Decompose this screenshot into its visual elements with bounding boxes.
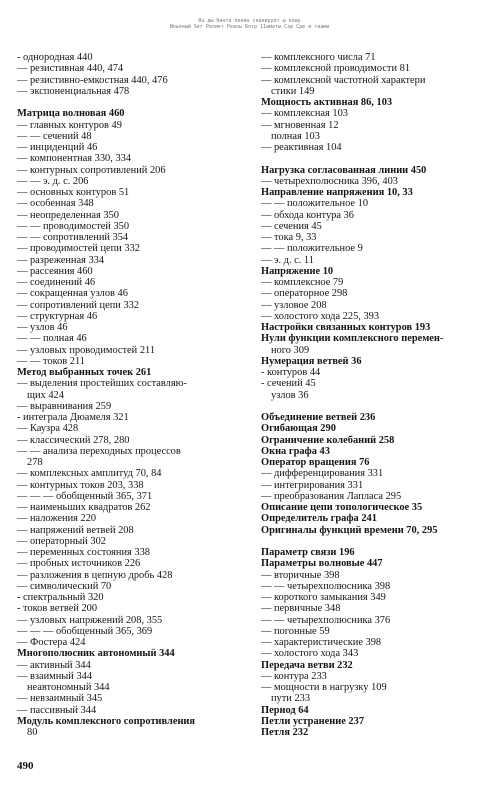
index-subentry: — тока 9, 33 [261,232,317,243]
index-subentry: неавтономный 344 [27,682,110,693]
watermark-line: Ильяный Ser Реликт Реаль Ботр 11иметы Сэр Сре и гиами [169,24,330,30]
index-subentry: — выделения простейших составляю- [17,378,187,390]
index-subentry: — узлов 46 [17,322,68,333]
index-subentry: — комплексное 79 [261,277,344,288]
index-subentry: — главных контуров 49 [17,119,122,131]
index-column-left [17,52,254,738]
index-heading-entry: Модуль комплексного сопротивления [17,715,196,727]
section-gap [261,401,490,412]
index-heading-entry: Нагрузка согласованная линии 450 [261,164,427,176]
index-subentry: — сечения 45 [261,220,322,232]
index-subentry: — разложения в цепную дробь 428 [17,569,173,581]
index-heading-entry: Параметры волновые 447 [261,558,383,570]
watermark-line: Ru ды бинта ленин сканирует ы кошу [198,18,301,24]
index-subentry: — резистивно-емкостная 440, 476 [17,74,168,86]
section-gap [17,97,254,108]
index-column-right [261,52,490,738]
index-heading-entry: Петля 232 [261,727,309,738]
index-heading-entry: Передача ветви 232 [261,659,353,671]
index-subentry: — комплексной частотной характери [261,74,426,86]
index-subentry: — короткого замыкания 349 [261,592,386,603]
index-subentry: — напряжений ветвей 208 [17,524,134,536]
index-subentry: — реактивная 104 [261,142,342,153]
index-subentry: — комплексного числа 71 [261,52,376,63]
index-subentry: — особенная 348 [17,198,94,210]
index-subentry: — рассеяния 460 [17,265,93,277]
index-subentry: — соединений 46 [17,277,96,288]
index-subentry: — резистивная 440, 474 [17,63,124,75]
index-heading-entry: Объединение ветвей 236 [261,412,376,423]
index-subentry: 80 [27,727,38,738]
index-subentry: — мгновенная 12 [261,119,339,131]
index-subentry: — — э. д. с. 206 [17,175,89,187]
index-subentry: — наложения 220 [17,513,97,525]
index-subentry: — контурных сопротивлений 206 [17,164,166,176]
index-subentry: — Фостера 424 [17,637,86,648]
index-subentry: - сечений 45 [261,378,316,390]
index-heading-entry: Многополюсник автономный 344 [17,648,175,660]
index-subentry: — — четырехполюсника 376 [261,614,391,626]
index-subentry: - спектральный 320 [17,592,104,603]
index-subentry: — основных контуров 51 [17,187,130,198]
index-subentry: — выравнивания 259 [17,400,112,412]
index-heading-entry: Нули функции комплексного перемен- [261,333,444,345]
scan-watermark [0,18,499,30]
index-subentry: щих 424 [27,389,64,401]
index-heading-entry: Мощность активная 86, 103 [261,97,393,108]
index-subentry: — наименьших квадратов 262 [17,502,151,513]
section-gap [261,153,490,164]
index-subentry: 278 [27,457,43,468]
index-subentry: — пассивный 344 [17,704,97,716]
section-gap [261,536,490,547]
index-heading-entry: Оператор вращения 76 [261,457,370,468]
index-subentry: — узловых проводимостей 211 [17,344,156,356]
index-subentry: — инциденций 46 [17,142,98,153]
index-heading-entry: Период 64 [261,704,309,716]
index-subentry: — холостого хода 343 [261,648,359,660]
index-subentry: — активный 344 [17,659,91,671]
index-subentry: - однородная 440 [17,52,93,63]
index-subentry: — сопротивлений цепи 332 [17,299,140,311]
index-subentry: стики 149 [271,85,315,97]
index-heading-entry: Ограничение колебаний 258 [261,434,395,446]
index-heading-entry: Нумерация ветвей 36 [261,355,362,367]
index-heading-entry: Определитель графа 241 [261,513,377,525]
index-subentry: — экспоненциальная 478 [17,85,130,97]
index-subentry: — контурных токов 203, 338 [17,479,144,491]
index-subentry: — пробных источников 226 [17,558,141,570]
index-subentry: — взаимный 344 [17,670,93,682]
index-subentry: — структурная 46 [17,310,98,322]
index-subentry: — комплексная 103 [261,108,348,120]
index-subentry: — классический 278, 280 [17,434,130,446]
index-subentry: — — положительное 10 [261,198,369,210]
index-heading-entry: Описание цепи топологическое 35 [261,502,423,513]
index-subentry: — погонные 59 [261,625,330,637]
index-subentry: — невзаимный 345 [17,693,103,705]
index-heading-entry: Петли устранение 237 [261,715,365,727]
index-subentry: — разреженная 334 [17,254,105,266]
index-subentry: — узловых напряжений 208, 355 [17,614,163,626]
index-subentry: — операторное 298 [261,288,348,300]
index-subentry: — первичные 348 [261,603,341,615]
index-heading-entry: Направление напряжения 10, 33 [261,187,413,198]
index-subentry: — компонентная 330, 334 [17,153,132,165]
index-subentry: — — сопротивлений 354 [17,232,129,243]
index-subentry: — контура 233 [261,670,327,682]
index-subentry: — — — обобщенный 365, 371 [17,490,153,502]
index-subentry: — преобразования Лапласа 295 [261,490,402,502]
index-heading-entry: Окна графа 43 [261,445,330,457]
index-subentry: — — четырехполюсника 398 [261,580,391,592]
index-subentry: — — — обобщенный 365, 369 [17,625,153,637]
index-subentry: - токов ветвей 200 [17,603,98,615]
index-subentry: — — полная 46 [17,333,87,345]
index-subentry: — дифференцирования 331 [261,468,384,480]
index-subentry: — переменных состояния 338 [17,547,150,558]
index-subentry: — характеристические 398 [261,637,382,648]
index-subentry: — четырехполюсника 396, 403 [261,175,398,187]
index-heading-entry: Огибающая 290 [261,423,336,435]
index-subentry: ного 309 [271,344,310,356]
index-subentry: полная 103 [271,130,320,142]
index-subentry: — э. д. с. 11 [261,254,314,266]
index-subentry: — операторный 302 [17,535,106,547]
index-subentry: — мощности в нагрузку 109 [261,682,387,693]
index-subentry: — сокращенная узлов 46 [17,288,128,300]
index-heading-entry: Настройки связанных контуров 193 [261,322,431,333]
index-subentry: — символический 70 [17,580,112,592]
index-subentry: — комплексных амплитуд 70, 84 [17,468,162,480]
index-subentry: — — токов 211 [17,355,85,367]
index-subentry: — вторичные 398 [261,569,340,581]
index-subentry: - интеграла Дюамеля 321 [17,412,129,423]
index-subentry: узлов 36 [271,389,309,401]
index-heading-entry: Напряжение 10 [261,265,334,277]
index-subentry: — холостого хода 225, 393 [261,310,380,322]
index-subentry: — узловое 208 [261,299,327,311]
index-subentry: пути 233 [271,693,311,705]
index-subentry: - контуров 44 [261,367,321,378]
index-subentry: — интегрирования 331 [261,479,364,491]
index-subentry: — — проводимостей 350 [17,220,130,232]
index-subentry: — — положительное 9 [261,243,363,255]
index-subentry: — проводимостей цепи 332 [17,243,140,255]
page-number: 490 [17,760,34,772]
index-heading-entry: Метод выбранных точек 261 [17,367,152,378]
index-subentry: — комплексной проводимости 81 [261,63,411,75]
index-subentry: — Каузра 428 [17,423,79,435]
index-heading-entry: Матрица волновая 460 [17,108,125,120]
index-subentry: — — сечений 48 [17,130,92,142]
index-subentry: — обхода контура 36 [261,209,354,221]
index-subentry: — неопределенная 350 [17,209,119,221]
index-heading-entry: Параметр связи 196 [261,547,355,558]
index-heading-entry: Оригиналы функций времени 70, 295 [261,524,438,536]
index-subentry: — — анализа переходных процессов [17,445,181,457]
